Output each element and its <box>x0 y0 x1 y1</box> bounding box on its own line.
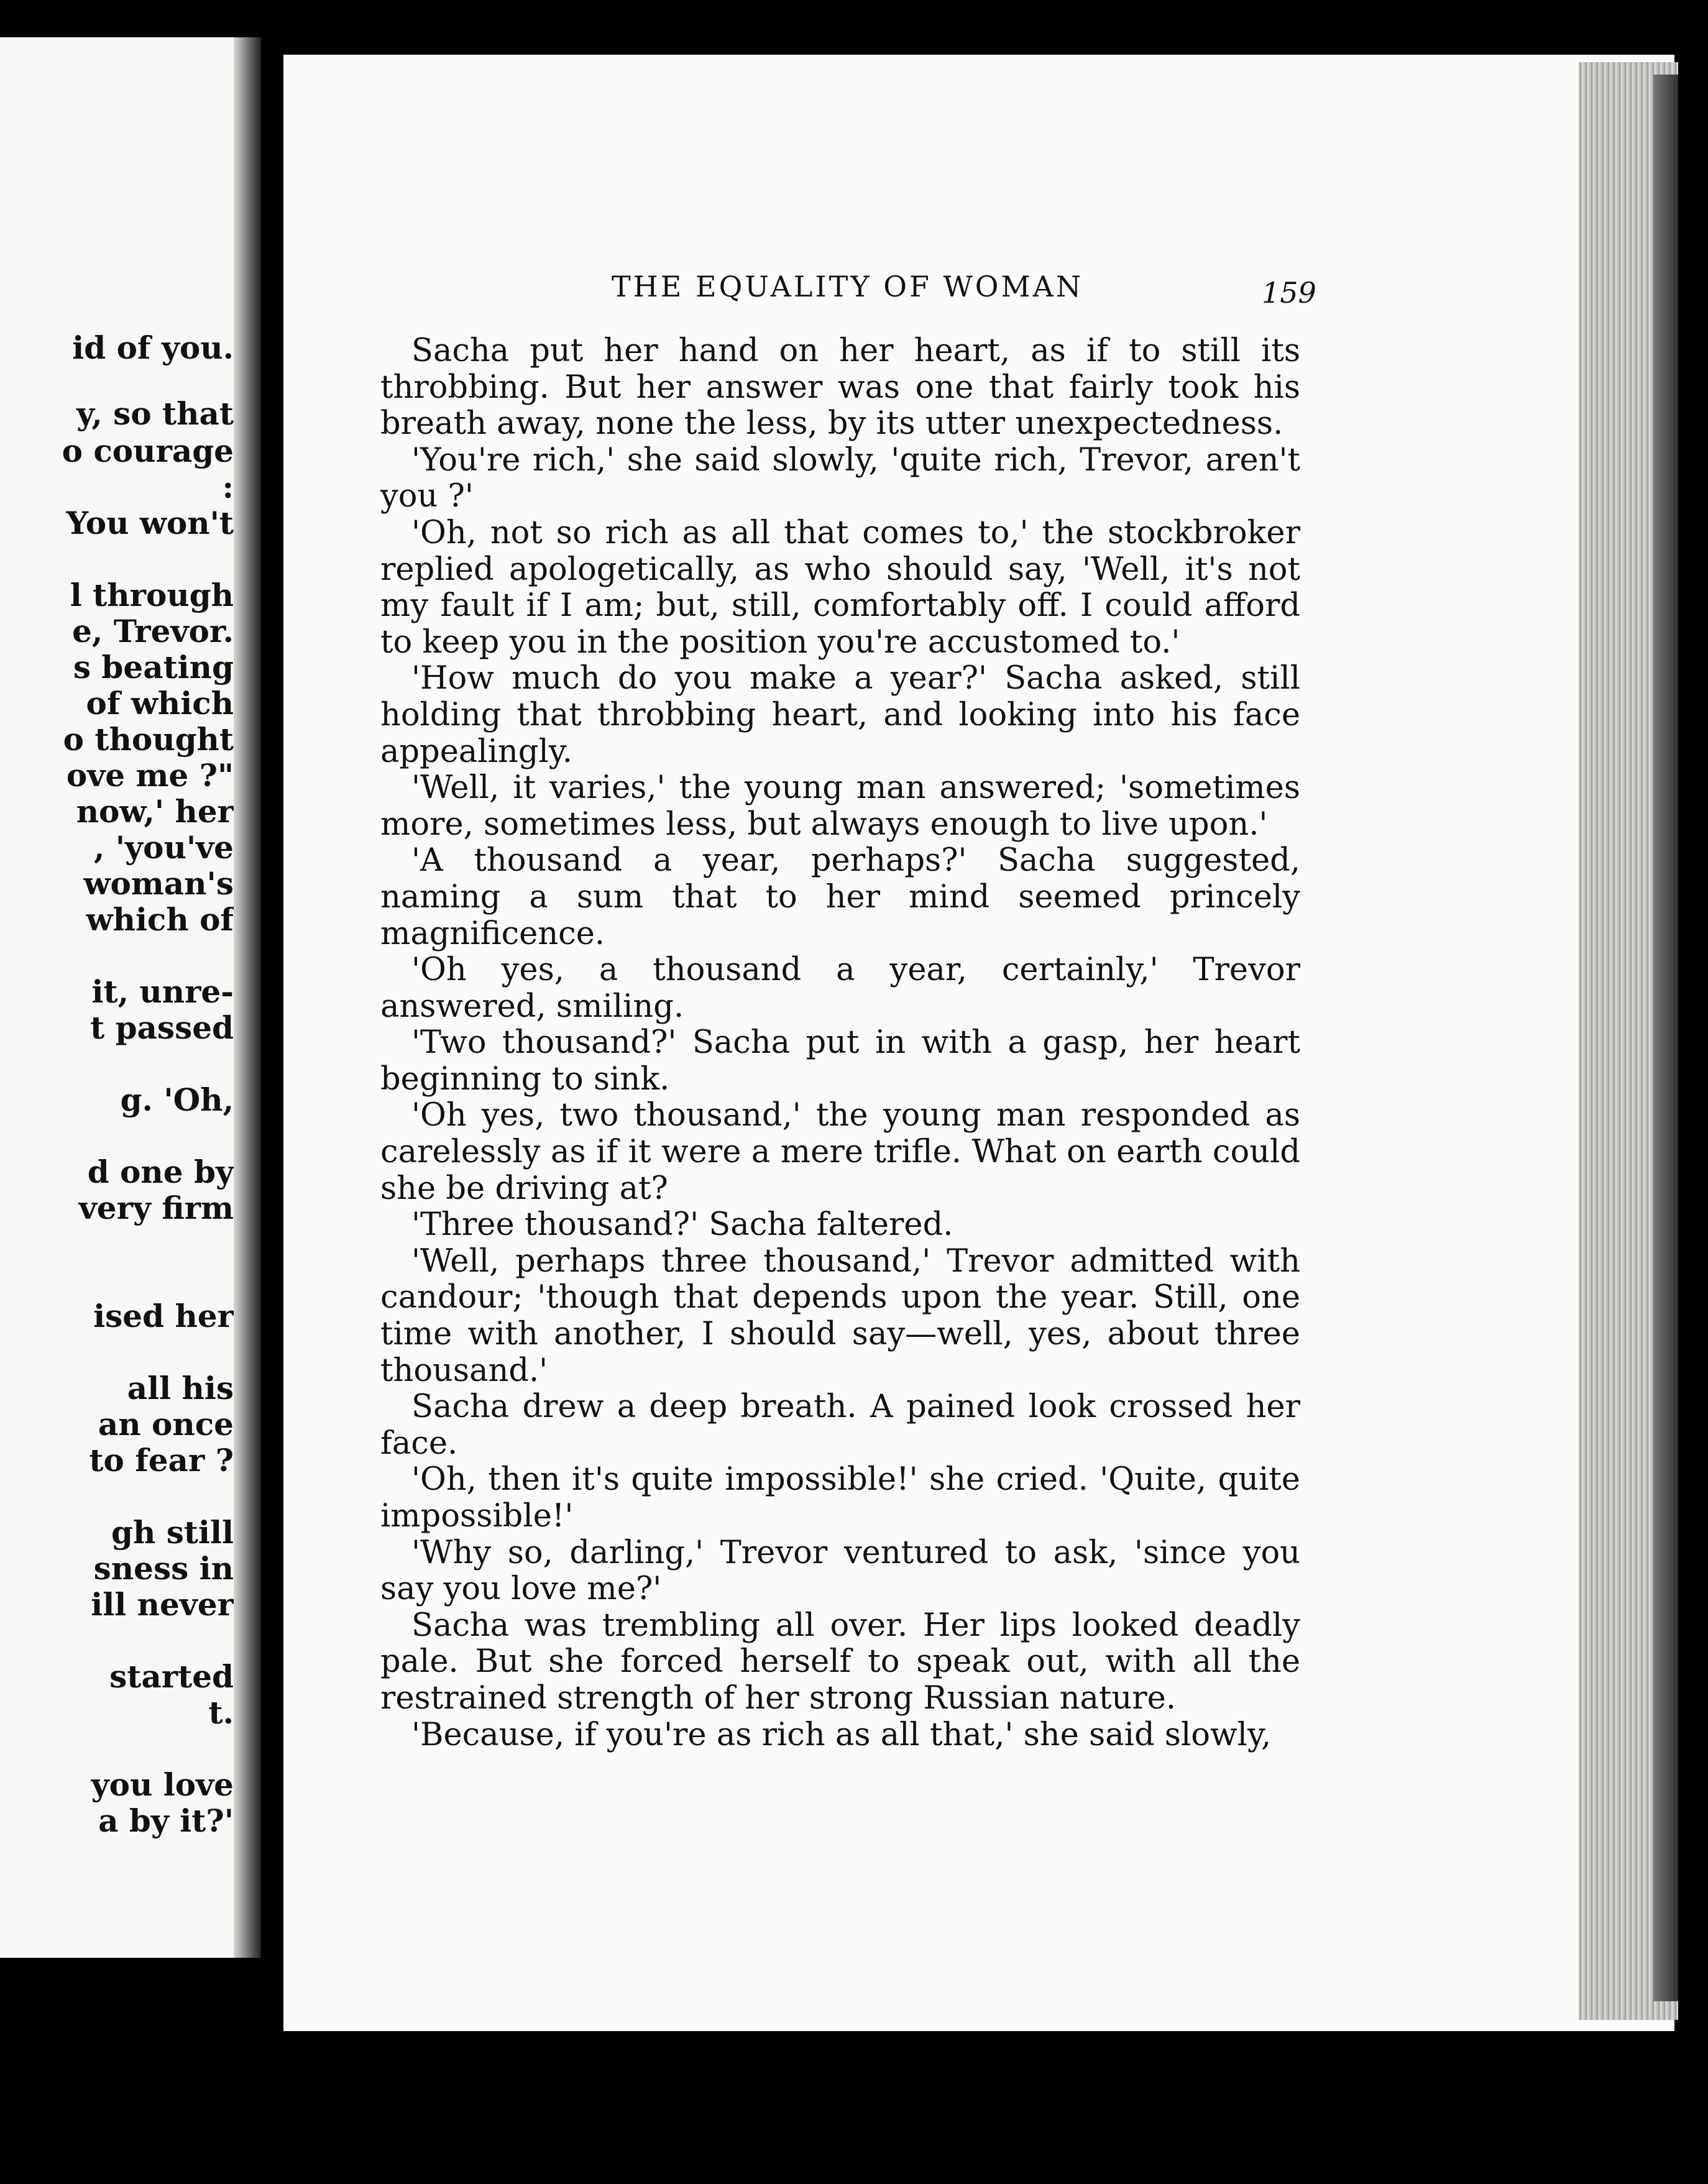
left-line: of which <box>86 685 234 722</box>
left-line: it, unre- <box>91 973 234 1010</box>
left-line: t passed <box>90 1009 234 1046</box>
paragraph: Sacha was trembling all over. Her lips looked deadly pale. But she forced herself to speak out, with all the restrained strength of her strong Russian nature. <box>380 1607 1300 1717</box>
left-facing-page <box>0 37 261 1958</box>
left-line: a by it?' <box>98 1802 234 1839</box>
left-line: an once <box>98 1406 234 1443</box>
left-line: to fear ? <box>89 1442 234 1479</box>
paragraph: 'Well, perhaps three thousand,' Trevor admitted with candour; 'though that depends upon the year. Still, one time with another, I should say—well, yes, about three thousand.' <box>380 1242 1300 1389</box>
book-gutter <box>234 37 261 1958</box>
left-line: o courage <box>62 433 234 469</box>
left-line: you love <box>91 1766 234 1803</box>
left-line: : <box>222 469 234 505</box>
book-cover-edge <box>1653 75 1678 2001</box>
left-line: id of you. <box>72 329 234 366</box>
paragraph: 'Two thousand?' Sacha put in with a gasp, her heart beginning to sink. <box>380 1024 1300 1098</box>
left-line: s beating <box>73 649 234 686</box>
paragraph: 'Oh yes, a thousand a year, certainly,' Trevor answered, smiling. <box>380 952 1300 1025</box>
left-line: ove me ?" <box>66 757 234 794</box>
left-line: You won't <box>66 505 234 541</box>
left-line: ill never <box>91 1586 234 1623</box>
left-line: o thought <box>63 721 234 758</box>
paragraph: 'Oh yes, two thousand,' the young man responded as carelessly as if it were a mere trifle. What on earth could she be driving at? <box>380 1097 1300 1207</box>
left-line: which of <box>86 901 234 938</box>
left-line: woman's <box>83 865 234 902</box>
left-line: y, so that <box>76 395 234 432</box>
left-line: d one by <box>87 1154 234 1190</box>
left-line: started <box>109 1658 234 1695</box>
left-line: l through <box>70 577 234 613</box>
paragraph: 'Oh, not so rich as all that comes to,' the stockbroker replied apologetically, as who should say, 'Well, it's not my fault if I am; but, still, comfortably off. I could afford to keep you in the position you're accustomed to.' <box>380 514 1300 661</box>
paragraph: 'Because, if you're as rich as all that,' she said slowly, <box>411 1716 1272 1753</box>
paragraph: Sacha put her hand on her heart, as if to still its throbbing. But her answer was one that fairly took his breath away, none the less, by its utter unexpectedness. <box>380 333 1300 443</box>
left-line: g. 'Oh, <box>120 1081 234 1118</box>
left-line: now,' her <box>76 793 234 830</box>
paragraph: Sacha drew a deep breath. A pained look crossed her face. <box>380 1388 1300 1462</box>
paragraph: 'Why so, darling,' Trevor ventured to ask, 'since you say you love me?' <box>380 1534 1300 1608</box>
left-line: , 'you've <box>93 829 234 866</box>
left-line: t. <box>208 1694 234 1731</box>
paragraph: 'How much do you make a year?' Sacha asked, still holding that throbbing heart, and looking into his face appealingly. <box>380 660 1300 770</box>
paragraph: 'Oh, then it's quite impossible!' she cried. 'Quite, quite impossible!' <box>380 1461 1300 1535</box>
left-line: ised her <box>93 1298 234 1334</box>
running-head: THE EQUALITY OF WOMAN <box>612 270 1084 303</box>
paragraph: 'Three thousand?' Sacha faltered. <box>411 1206 953 1244</box>
left-line: gh still <box>111 1514 234 1551</box>
page-number: 159 <box>1262 276 1316 310</box>
left-line: very firm <box>78 1190 234 1226</box>
paragraph: 'Well, it varies,' the young man answered; 'sometimes more, sometimes less, but always enough to live upon.' <box>380 769 1300 843</box>
left-line: e, Trevor. <box>72 613 234 649</box>
left-page-text <box>0 37 234 1958</box>
body-text <box>380 333 1300 1753</box>
paragraph: 'A thousand a year, perhaps?' Sacha suggested, naming a sum that to her mind seemed princely magnificence. <box>380 842 1300 952</box>
paragraph: 'You're rich,' she said slowly, 'quite rich, Trevor, aren't you ?' <box>380 441 1300 515</box>
left-line: all his <box>127 1370 234 1406</box>
left-line: sness in <box>93 1550 234 1587</box>
